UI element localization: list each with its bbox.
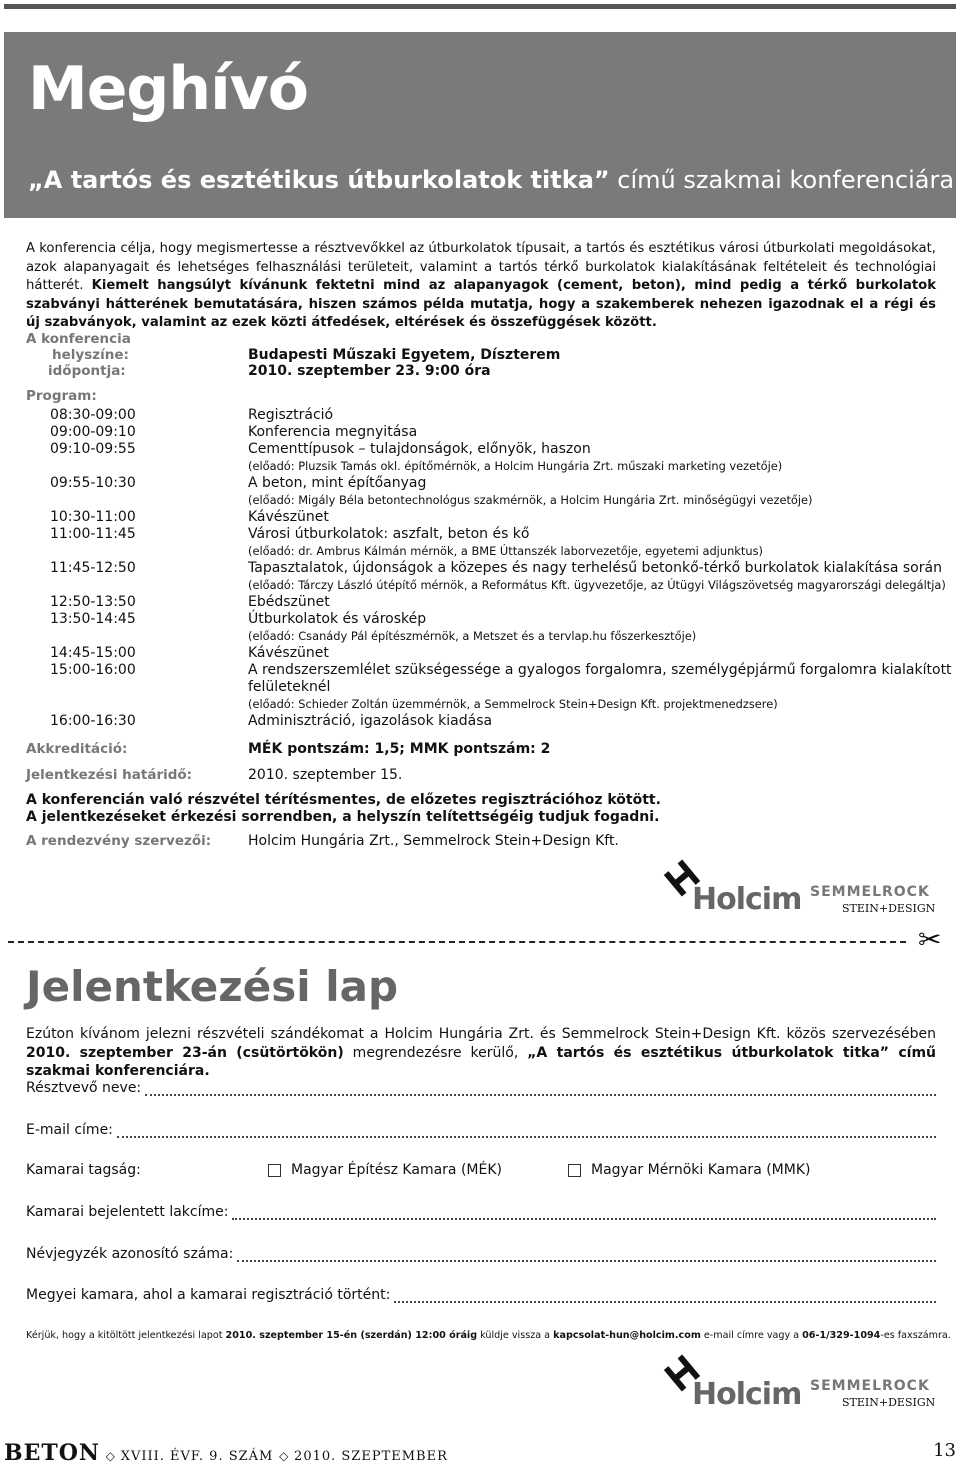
- stein-design-wordmark: STEIN+DESIGN: [842, 902, 936, 915]
- program-title-cont: felületeknél: [248, 679, 331, 695]
- footer-left: [4, 1440, 448, 1466]
- card-number-field[interactable]: [26, 1246, 936, 1262]
- address-field[interactable]: [26, 1204, 936, 1220]
- program-time: 12:50-13:50: [50, 594, 136, 610]
- program-time: 10:30-11:00: [50, 509, 136, 525]
- notice-line-2: A jelentkezéseket érkezési sorrendben, a helyszín telítettségéig tudjuk fogadni.: [26, 809, 660, 825]
- top-rule: [4, 4, 956, 9]
- name-input[interactable]: [145, 1084, 936, 1096]
- footnote-1: Kérjük, hogy a kitöltött jelentkezési lapot: [26, 1330, 226, 1341]
- venue-value: Budapesti Műszaki Egyetem, Díszterem: [248, 347, 561, 363]
- address-label: Kamarai bejelentett lakcíme:: [26, 1204, 229, 1220]
- date-value: 2010. szeptember 23. 9:00 óra: [248, 363, 491, 379]
- program-title: Konferencia megnyitása: [248, 424, 418, 440]
- program-speaker: (előadó: Schieder Zoltán üzemmérnök, a Semmelrock Stein+Design Kft. projektmenedzsere): [248, 697, 778, 711]
- program-title: Városi útburkolatok: aszfalt, beton és kő: [248, 526, 530, 542]
- holcim-wordmark-bottom: Holcim: [692, 1377, 802, 1412]
- form-intro-1: Ezúton kívánom jelezni részvételi szándékomat a Holcim Hungária Zrt. és Semmelrock Stein+Design Kft. közös szervezésében: [26, 1026, 936, 1042]
- accreditation-value: MÉK pontszám: 1,5; MMK pontszám: 2: [248, 741, 551, 757]
- form-intro-date: 2010. szeptember 23-án (csütörtökön): [26, 1044, 344, 1061]
- program-title: Kávészünet: [248, 509, 329, 525]
- program-title: Regisztráció: [248, 407, 334, 423]
- program-title: Ebédszünet: [248, 594, 330, 610]
- holcim-logo: [662, 858, 802, 918]
- page-title: Meghívó: [28, 54, 308, 124]
- footnote-fax: 06-1/329-1094: [802, 1330, 881, 1341]
- form-title: Jelentkezési lap: [26, 962, 399, 1011]
- issue-info: XVIII. ÉVF. 9. SZÁM: [120, 1449, 274, 1464]
- email-field[interactable]: [26, 1122, 936, 1138]
- program-speaker: (előadó: Tárczy László útépítő mérnök, a Református Kft. ügyvezetője, az Útügyi Világszövetség magyarországi delegáltja): [248, 578, 946, 592]
- program-speaker: (előadó: Migály Béla betontechnológus szakmérnök, a Holcim Hungária Zrt. minőségügyi vezetője): [248, 493, 813, 507]
- program-title: Tapasztalatok, újdonságok a közepes és nagy terhelésű betonkő-térkő burkolatok kialakítása során: [248, 560, 942, 576]
- chamber-option-mmk-label: Magyar Mérnöki Kamara (MMK): [591, 1162, 811, 1178]
- form-intro-2: megrendezésre kerülő,: [343, 1044, 528, 1061]
- holcim-logo-bottom: [662, 1353, 802, 1413]
- checkbox-mmk[interactable]: [568, 1164, 581, 1177]
- program-title: Kávészünet: [248, 645, 329, 661]
- program-speaker: (előadó: Csanády Pál építészmérnök, a Metszet és a tervlap.hu főszerkesztője): [248, 629, 697, 643]
- deadline-label: Jelentkezési határidő:: [26, 767, 193, 783]
- notice: [26, 792, 661, 826]
- separator-icon: ◇: [105, 1449, 115, 1463]
- county-chamber-label: Megyei kamara, ahol a kamarai regisztráció történt:: [26, 1287, 391, 1303]
- notice-line-1: A konferencián való részvétel térítésmentes, de előzetes regisztrációhoz kötött.: [26, 792, 661, 808]
- address-input[interactable]: [232, 1208, 936, 1220]
- intro-paragraph: [26, 240, 936, 333]
- page-number: 13: [933, 1440, 956, 1461]
- label-program: Program:: [26, 388, 97, 404]
- cut-line: [8, 941, 906, 943]
- magazine-name: BETON: [4, 1440, 101, 1466]
- issue-date: 2010. SZEPTEMBER: [294, 1449, 448, 1464]
- program-time: 15:00-16:00: [50, 662, 136, 678]
- form-intro-title: „A tartós és esztétikus útburkolatok titka” című szakmai konferenciára.: [26, 1044, 937, 1079]
- email-input[interactable]: [117, 1126, 936, 1138]
- footnote-3: e-mail címre vagy a: [700, 1330, 803, 1341]
- program-time: 14:45-15:00: [50, 645, 136, 661]
- program-time: 09:00-09:10: [50, 424, 136, 440]
- program-speaker: (előadó: Pluzsik Tamás okl. építőmérnök, a Holcim Hungária Zrt. műszaki marketing vezetője): [248, 459, 783, 473]
- card-number-input[interactable]: [237, 1250, 936, 1262]
- program-speaker: (előadó: dr. Ambrus Kálmán mérnök, a BME Úttanszék laborvezetője, egyetemi adjunktus): [248, 544, 763, 558]
- chamber-option-mmk[interactable]: [568, 1162, 810, 1178]
- chamber-label: Kamarai tagság:: [26, 1162, 141, 1178]
- chamber-option-mek[interactable]: [268, 1162, 502, 1178]
- name-label: Résztvevő neve:: [26, 1080, 142, 1096]
- program-title: Adminisztráció, igazolások kiadása: [248, 713, 493, 729]
- footnote-2: küldje vissza a: [477, 1330, 554, 1341]
- program-time: 08:30-09:00: [50, 407, 136, 423]
- label-idopontja: időpontja:: [48, 363, 126, 379]
- checkbox-mek[interactable]: [268, 1164, 281, 1177]
- accreditation-label: Akkreditáció:: [26, 741, 128, 757]
- scissors-icon: ✂: [918, 923, 942, 956]
- semmelrock-wordmark: SEMMELROCK: [810, 884, 930, 900]
- program-title: Cementtípusok – tulajdonságok, előnyök, haszon: [248, 441, 591, 457]
- page-subtitle: [28, 166, 954, 194]
- stein-design-wordmark-bottom: STEIN+DESIGN: [842, 1396, 936, 1409]
- organizers-label: A rendezvény szervezői:: [26, 833, 212, 849]
- name-field[interactable]: [26, 1080, 936, 1096]
- intro-text-1: A konferencia célja, hogy megismertesse a résztvevőkkel az útburkolatok típusait, a tartós és esztétikus városi útburkolati megoldásokat, azok alapanyagait és lehetséges felhasználási területeit, valamint a tartós térkő burkolatok kialakításának feltételeit és technológiai hátterét.: [26, 241, 936, 293]
- program-time: 09:10-09:55: [50, 441, 136, 457]
- program-title: Útburkolatok és városkép: [248, 611, 427, 627]
- form-intro: [26, 1025, 936, 1081]
- footnote-deadline: 2010. szeptember 15-én (szerdán) 12:00 óráig: [225, 1330, 478, 1341]
- program-title: A rendszerszemlélet szükségessége a gyalogos forgalomra, személygépjármű forgalomra kialakított: [248, 662, 952, 678]
- program-time: 16:00-16:30: [50, 713, 136, 729]
- program-time: 09:55-10:30: [50, 475, 136, 491]
- program-time: 11:45-12:50: [50, 560, 136, 576]
- subtitle-rest: című szakmai konferenciára: [609, 166, 955, 194]
- program-title: A beton, mint építőanyag: [248, 475, 427, 491]
- label-helyszine: helyszíne:: [52, 347, 129, 363]
- separator-icon: ◇: [279, 1449, 289, 1463]
- header-banner: [4, 32, 956, 218]
- deadline-value: 2010. szeptember 15.: [248, 767, 403, 783]
- form-footnote: [26, 1330, 951, 1341]
- program-time: 11:00-11:45: [50, 526, 136, 542]
- footnote-4: -es faxszámra.: [880, 1330, 951, 1341]
- organizers-value: Holcim Hungária Zrt., Semmelrock Stein+Design Kft.: [248, 833, 619, 849]
- label-konferencia: A konferencia: [26, 331, 131, 347]
- program-time: 13:50-14:45: [50, 611, 136, 627]
- intro-text-2: Kiemelt hangsúlyt kívánunk fektetni mind az alapanyagok (cement, beton), mind pedig a térkő burkolatok szabványi hátterének bemutatására, hiszen számos példa mutatja, hogy a szakemberek nehezen igazodnak el a régi és új szabványok, valamint az ezek közti átfedések, eltérések és összefüggések között.: [26, 278, 936, 330]
- chamber-option-mek-label: Magyar Építész Kamara (MÉK): [291, 1162, 502, 1178]
- county-chamber-input[interactable]: [394, 1291, 936, 1303]
- semmelrock-wordmark-bottom: SEMMELROCK: [810, 1378, 930, 1394]
- holcim-wordmark: Holcim: [692, 882, 802, 917]
- card-number-label: Névjegyzék azonosító száma:: [26, 1246, 234, 1262]
- email-label: E-mail címe:: [26, 1122, 113, 1138]
- county-chamber-field[interactable]: [26, 1287, 936, 1303]
- footnote-email[interactable]: kapcsolat-hun@holcim.com: [553, 1330, 701, 1341]
- subtitle-bold: „A tartós és esztétikus útburkolatok titka”: [28, 166, 610, 194]
